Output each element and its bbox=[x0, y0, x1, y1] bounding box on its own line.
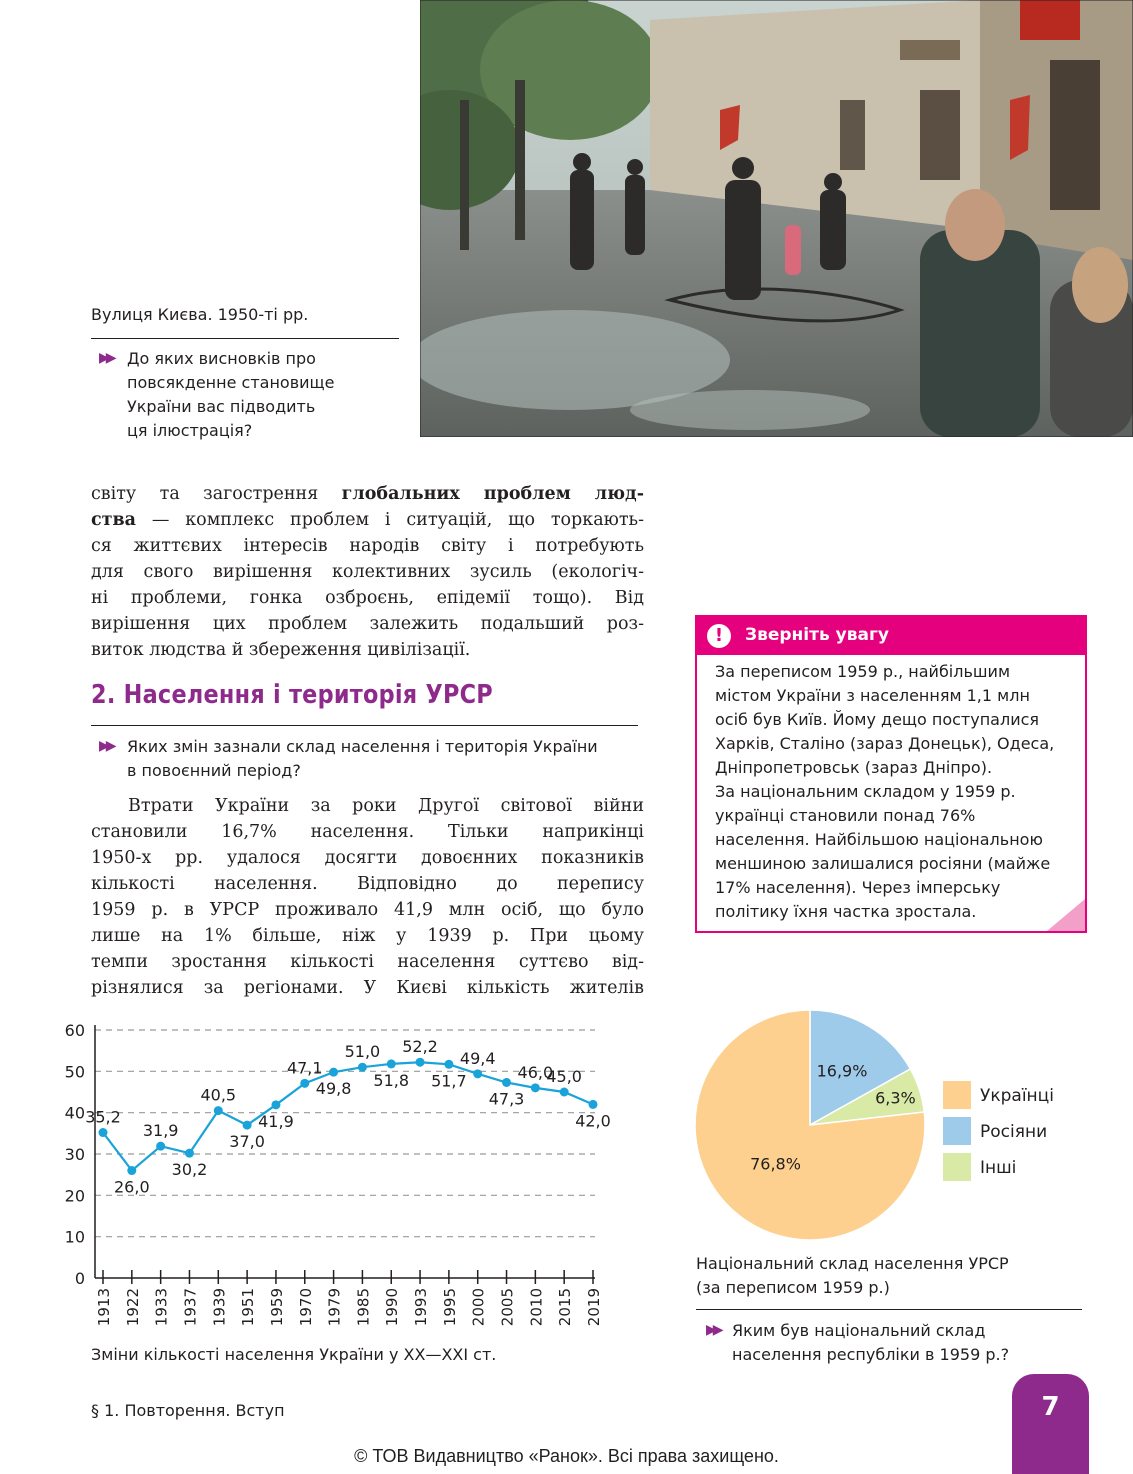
y-tick-label: 60 bbox=[64, 1021, 85, 1040]
question-line: в повоєнний період? bbox=[127, 761, 301, 780]
y-tick-label: 0 bbox=[74, 1269, 85, 1288]
attention-line: Дніпропетровськ (зараз Дніпро). bbox=[715, 758, 993, 777]
text-line: лише на 1% більше, ніж у 1939 р. При цьому bbox=[91, 926, 644, 946]
data-label: 47,3 bbox=[488, 1089, 525, 1109]
section-paragraph bbox=[91, 793, 644, 1001]
data-label: 45,0 bbox=[546, 1067, 582, 1086]
bold-term: глобальних проблем люд- bbox=[341, 484, 644, 504]
x-tick-label: 1959 bbox=[267, 1288, 286, 1327]
text-line: світу та загострення глобальних проблем люд- bbox=[91, 484, 644, 504]
x-tick-label: 1933 bbox=[152, 1288, 171, 1327]
attention-header bbox=[697, 617, 1085, 655]
data-point bbox=[329, 1068, 338, 1077]
page-number: 7 bbox=[1012, 1374, 1089, 1474]
exclamation-icon: ! bbox=[707, 624, 731, 648]
intro-paragraph bbox=[91, 481, 644, 663]
data-point bbox=[560, 1088, 569, 1097]
attention-line: українці становили понад 76% bbox=[715, 806, 976, 825]
data-point bbox=[531, 1083, 540, 1092]
slice-label: 76,8% bbox=[750, 1154, 801, 1174]
photo-caption: Вулиця Києва. 1950-ті рр. bbox=[91, 305, 309, 324]
legend-swatch bbox=[943, 1153, 971, 1181]
data-point bbox=[127, 1166, 136, 1175]
data-label: 41,9 bbox=[258, 1111, 294, 1131]
x-tick-label: 2000 bbox=[469, 1288, 488, 1327]
data-label: 42,0 bbox=[575, 1111, 611, 1131]
data-label: 51,0 bbox=[344, 1042, 381, 1062]
attention-line: населення. Найбільшою національною bbox=[715, 830, 1043, 849]
x-tick-label: 1990 bbox=[383, 1288, 402, 1327]
data-label: 37,0 bbox=[229, 1132, 265, 1152]
data-label: 51,8 bbox=[373, 1070, 410, 1090]
caption-divider bbox=[91, 338, 399, 339]
data-label: 31,9 bbox=[142, 1121, 179, 1141]
section-title: 2. Населення і територія УРСР bbox=[91, 680, 493, 710]
y-tick-label: 20 bbox=[64, 1186, 85, 1206]
data-point bbox=[502, 1078, 511, 1087]
text-line: різнялися за регіонами. У Києві кількість жителів bbox=[91, 978, 644, 998]
text-line: кількості населення. Відповідно до перепису bbox=[91, 874, 644, 894]
pie-divider bbox=[696, 1309, 1082, 1310]
x-tick-label: 2019 bbox=[585, 1288, 603, 1327]
x-tick-label: 1937 bbox=[181, 1288, 200, 1327]
question-line: повсякденне становище bbox=[127, 373, 335, 392]
text-line: становили 16,7% населення. Тільки наприкінці bbox=[91, 822, 644, 842]
attention-line: містом України з населенням 1,1 млн bbox=[715, 686, 1030, 705]
data-label: 52,2 bbox=[402, 1037, 438, 1057]
data-point bbox=[243, 1121, 252, 1130]
question-line: До яких висновків про bbox=[127, 349, 316, 368]
data-point bbox=[185, 1149, 194, 1158]
data-label: 46,0 bbox=[517, 1062, 554, 1082]
attention-title: Зверніть увагу bbox=[745, 625, 889, 645]
attention-box bbox=[695, 615, 1087, 933]
question-line: Яким був національний склад bbox=[732, 1321, 986, 1340]
data-point bbox=[473, 1069, 482, 1078]
text-line: ства — комплекс проблем і ситуацій, що торкають- bbox=[91, 510, 644, 530]
y-tick-label: 40 bbox=[64, 1103, 85, 1123]
data-point bbox=[99, 1128, 108, 1137]
x-tick-label: 1922 bbox=[123, 1288, 142, 1327]
x-tick-label: 2015 bbox=[556, 1288, 575, 1327]
text-line: для свого вирішення колективних зусиль (екологіч- bbox=[91, 562, 644, 582]
x-tick-label: 2010 bbox=[527, 1288, 546, 1327]
slice-label: 6,3% bbox=[875, 1088, 916, 1108]
data-label: 30,2 bbox=[171, 1160, 208, 1180]
x-tick-label: 1970 bbox=[296, 1288, 315, 1327]
attention-line: За переписом 1959 р., найбільшим bbox=[715, 662, 1011, 681]
data-point bbox=[444, 1060, 453, 1069]
text-line: ся життєвих інтересів народів світу і потребують bbox=[91, 536, 644, 556]
x-tick-label: 1985 bbox=[354, 1288, 373, 1327]
text-line: виток людства й збереження цивілізації. bbox=[91, 640, 471, 660]
slice-label: 16,9% bbox=[816, 1061, 868, 1081]
data-label: 49,4 bbox=[459, 1048, 496, 1068]
legend-swatch bbox=[943, 1117, 971, 1145]
data-point bbox=[387, 1059, 396, 1068]
text-line: 1950-х рр. удалося досягти довоєнних показників bbox=[91, 848, 644, 868]
nationality-pie-chart bbox=[690, 1005, 1090, 1245]
double-arrow-icon: ▶▶ bbox=[99, 350, 113, 366]
text-line: 1959 р. в УРСР проживало 41,9 млн осіб, що було bbox=[91, 900, 644, 920]
bold-term: ства bbox=[91, 510, 136, 530]
attention-line: Харків, Сталіно (зараз Донецьк), Одеса, bbox=[715, 734, 1055, 753]
data-point bbox=[300, 1079, 309, 1088]
x-tick-label: 1951 bbox=[239, 1288, 258, 1327]
attention-line: 17% населення). Через імперську bbox=[715, 878, 1001, 897]
data-label: 49,8 bbox=[315, 1079, 352, 1099]
copyright: © ТОВ Видавництво «Ранок». Всі права захищено. bbox=[354, 1446, 779, 1466]
data-point bbox=[416, 1058, 425, 1067]
y-tick-label: 30 bbox=[64, 1145, 85, 1164]
data-label: 47,1 bbox=[286, 1058, 323, 1078]
legend-label: Інші bbox=[980, 1158, 1017, 1178]
text-line: Втрати України за роки Другої світової війни bbox=[128, 796, 644, 816]
pie-chart-caption bbox=[696, 1252, 1009, 1300]
double-arrow-icon: ▶▶ bbox=[99, 738, 113, 754]
data-label: 40,5 bbox=[200, 1085, 237, 1105]
question-line: населення республіки в 1959 р.? bbox=[732, 1345, 1010, 1364]
x-tick-label: 1913 bbox=[95, 1288, 113, 1327]
data-point bbox=[358, 1063, 367, 1072]
attention-line: осіб був Київ. Йому дещо поступалися bbox=[715, 710, 1040, 729]
data-point bbox=[589, 1100, 598, 1109]
section-divider bbox=[91, 725, 638, 726]
y-tick-label: 50 bbox=[64, 1062, 85, 1082]
x-tick-label: 2005 bbox=[498, 1288, 517, 1327]
attention-line: меншиною залишалися росіяни (майже bbox=[715, 854, 1051, 873]
data-point bbox=[271, 1100, 280, 1109]
attention-text bbox=[715, 660, 1075, 924]
legend-swatch bbox=[943, 1081, 971, 1109]
x-tick-label: 1995 bbox=[440, 1288, 459, 1327]
legend-label: Українці bbox=[980, 1086, 1054, 1106]
data-point bbox=[156, 1142, 165, 1151]
attention-line: політику їхня частка зростала. bbox=[715, 902, 977, 921]
corner-decoration bbox=[1047, 899, 1085, 931]
x-tick-label: 1979 bbox=[325, 1288, 344, 1327]
question-line: Яких змін зазнали склад населення і територія України bbox=[127, 737, 598, 756]
text-line: вирішення цих проблем залежить подальший роз- bbox=[91, 614, 644, 634]
question-line: ця ілюстрація? bbox=[127, 421, 253, 440]
legend-label: Росіяни bbox=[980, 1122, 1048, 1142]
data-point bbox=[214, 1106, 223, 1115]
kyiv-street-photo bbox=[420, 0, 1133, 437]
text-line: ні проблеми, гонка озброєнь, епідемії тощо). Від bbox=[91, 588, 644, 608]
y-tick-label: 10 bbox=[64, 1227, 85, 1247]
caption-line: (за переписом 1959 р.) bbox=[696, 1278, 890, 1297]
data-label: 35,2 bbox=[85, 1107, 121, 1127]
caption-line: Національний склад населення УРСР bbox=[696, 1254, 1009, 1273]
x-tick-label: 1939 bbox=[210, 1288, 229, 1327]
data-label: 51,7 bbox=[431, 1071, 467, 1091]
text-line: темпи зростання кількості населення суттєво від- bbox=[91, 952, 644, 972]
double-arrow-icon: ▶▶ bbox=[706, 1322, 720, 1338]
footer-section: § 1. Повторення. Вступ bbox=[91, 1401, 285, 1420]
population-line-chart bbox=[55, 1015, 615, 1335]
attention-line: За національним складом у 1959 р. bbox=[715, 782, 1016, 801]
line-chart-caption: Зміни кількості населення України у XX—XXI ст. bbox=[91, 1345, 497, 1364]
question-line: України вас підводить bbox=[127, 397, 316, 416]
x-tick-label: 1993 bbox=[412, 1288, 431, 1327]
data-label: 26,0 bbox=[114, 1177, 150, 1197]
